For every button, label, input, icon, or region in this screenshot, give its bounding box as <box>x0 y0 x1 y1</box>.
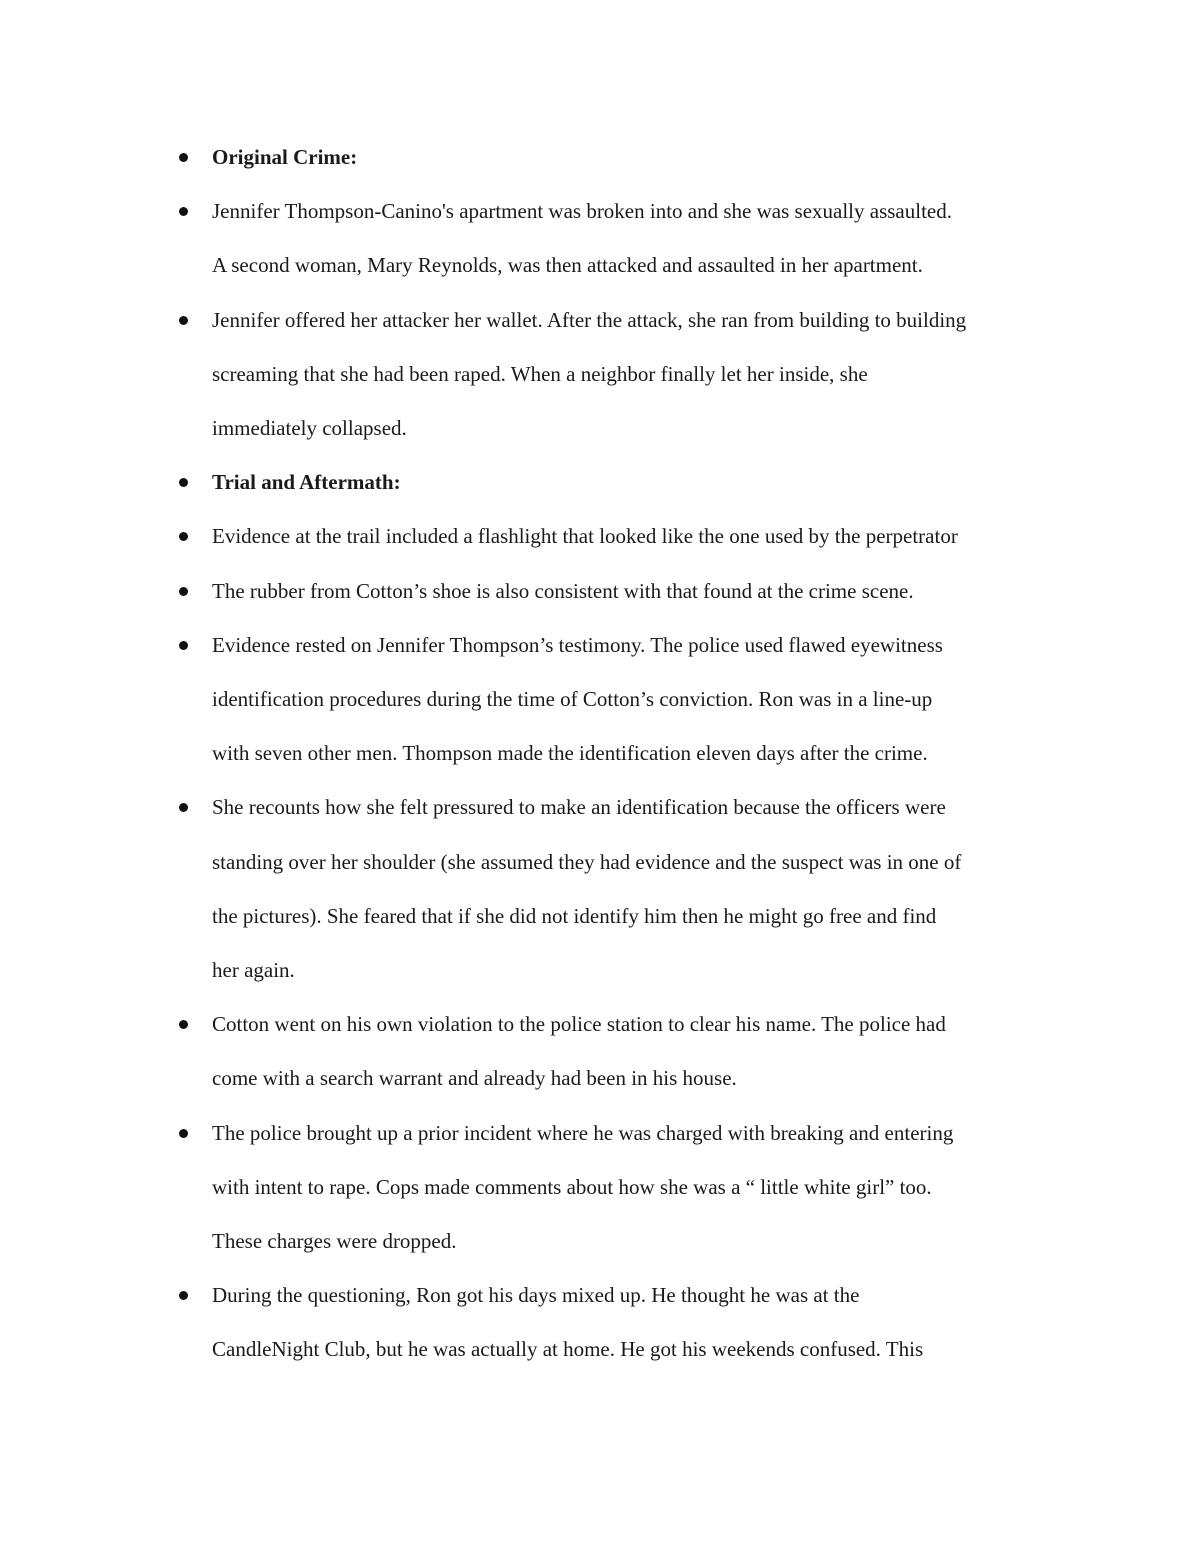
list-item-text-line: Evidence rested on Jennifer Thompson’s testimony. The police used flawed eyewitness <box>212 632 943 657</box>
list-item <box>176 780 1076 997</box>
section-heading-item <box>176 455 1076 509</box>
list-item <box>176 1106 1076 1269</box>
bullet-icon <box>179 532 188 541</box>
bullet-icon <box>179 207 188 216</box>
list-item-text-line: come with a search warrant and already had been in his house. <box>212 1066 737 1091</box>
list-item-text-line: screaming that she had been raped. When a neighbor finally let her inside, she <box>212 361 868 386</box>
list-item-text-line: She recounts how she felt pressured to make an identification because the officers were <box>212 795 946 820</box>
list-item-text-line: During the questioning, Ron got his days mixed up. He thought he was at the <box>212 1283 860 1308</box>
bullet-icon <box>179 316 188 325</box>
bullet-icon <box>179 1291 188 1300</box>
list-item <box>176 509 1076 563</box>
section-heading: Trial and Aftermath: <box>212 470 401 495</box>
list-item <box>176 184 1076 292</box>
list-item-text-line: Evidence at the trail included a flashlight that looked like the one used by the perpetrator <box>212 524 958 549</box>
list-item <box>176 293 1076 456</box>
bullet-icon <box>179 478 188 487</box>
list-item-text-line: These charges were dropped. <box>212 1229 457 1254</box>
list-item <box>176 997 1076 1105</box>
list-item <box>176 1268 1076 1376</box>
list-item <box>176 618 1076 781</box>
list-item-text-line: Jennifer Thompson-Canino's apartment was broken into and she was sexually assaulted. <box>212 199 952 224</box>
list-item-text-line: with intent to rape. Cops made comments about how she was a “ little white girl” too. <box>212 1174 932 1199</box>
list-item <box>176 564 1076 618</box>
list-item-text-line: the pictures). She feared that if she did not identify him then he might go free and find <box>212 903 937 928</box>
section-heading-item <box>176 130 1076 184</box>
list-item-text-line: The police brought up a prior incident where he was charged with breaking and entering <box>212 1120 954 1145</box>
list-item-text-line: The rubber from Cotton’s shoe is also consistent with that found at the crime scene. <box>212 578 914 603</box>
list-item-text-line: her again. <box>212 958 295 983</box>
list-item-text-line: with seven other men. Thompson made the identification eleven days after the crime. <box>212 741 928 766</box>
bullet-icon <box>179 587 188 596</box>
list-item-text-line: identification procedures during the time of Cotton’s conviction. Ron was in a line-up <box>212 687 933 712</box>
section-heading: Original Crime: <box>212 145 358 169</box>
list-item-text-line: A second woman, Mary Reynolds, was then attacked and assaulted in her apartment. <box>212 253 923 278</box>
bullet-icon <box>179 153 188 162</box>
list-item-text-line: standing over her shoulder (she assumed they had evidence and the suspect was in one of <box>212 849 962 874</box>
bullet-icon <box>179 1020 188 1029</box>
list-item-text-line: immediately collapsed. <box>212 416 407 441</box>
bullet-icon <box>179 803 188 812</box>
bullet-list <box>176 130 1076 1377</box>
bullet-icon <box>179 641 188 650</box>
list-item-text-line: CandleNight Club, but he was actually at home. He got his weekends confused. This <box>212 1337 924 1362</box>
list-item-text-line: Cotton went on his own violation to the police station to clear his name. The police had <box>212 1012 946 1037</box>
bullet-icon <box>179 1129 188 1138</box>
list-item-text-line: Jennifer offered her attacker her wallet. After the attack, she ran from building to building <box>212 307 967 332</box>
